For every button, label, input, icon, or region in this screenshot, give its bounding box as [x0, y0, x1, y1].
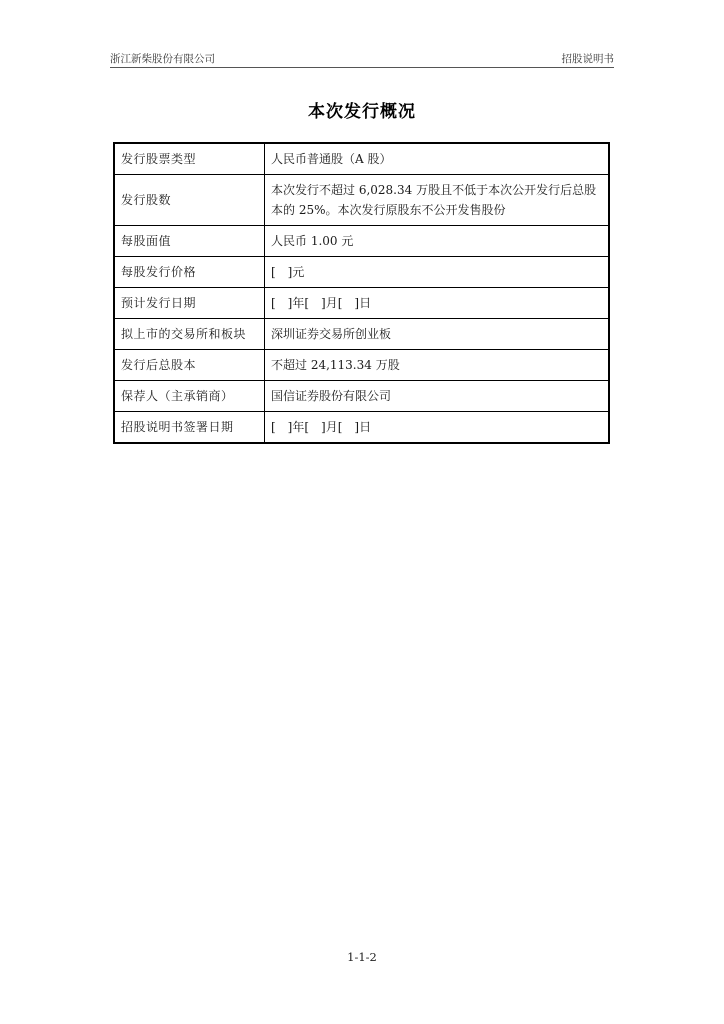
header-company-name: 浙江新柴股份有限公司 — [110, 53, 215, 65]
row-label: 发行后总股本 — [114, 350, 265, 381]
row-label: 每股发行价格 — [114, 257, 265, 288]
row-label: 保荐人（主承销商） — [114, 381, 265, 412]
table-row — [114, 412, 609, 444]
row-label: 拟上市的交易所和板块 — [114, 319, 265, 350]
row-value: 人民币 1.00 元 — [265, 226, 610, 257]
table-row — [114, 226, 609, 257]
table-row — [114, 350, 609, 381]
row-label: 每股面值 — [114, 226, 265, 257]
table-row — [114, 175, 609, 226]
row-value: 人民币普通股（A 股） — [265, 143, 610, 175]
table-row — [114, 381, 609, 412]
row-value: 深圳证券交易所创业板 — [265, 319, 610, 350]
page-header — [110, 52, 614, 66]
row-label: 招股说明书签署日期 — [114, 412, 265, 444]
table-row — [114, 143, 609, 175]
header-divider — [110, 67, 614, 68]
row-label: 预计发行日期 — [114, 288, 265, 319]
row-value: [ ]年[ ]月[ ]日 — [265, 412, 610, 444]
row-label: 发行股数 — [114, 175, 265, 226]
table-row — [114, 257, 609, 288]
offering-overview-table — [113, 142, 610, 444]
table-row — [114, 319, 609, 350]
row-value: 本次发行不超过 6,028.34 万股且不低于本次公开发行后总股本的 25%。本次发行原股东不公开发售股份 — [265, 175, 610, 226]
table-row — [114, 288, 609, 319]
row-value: 不超过 24,113.34 万股 — [265, 350, 610, 381]
row-value: [ ]元 — [265, 257, 610, 288]
header-document-type: 招股说明书 — [561, 53, 614, 65]
page-number: 1-1-2 — [347, 950, 377, 964]
row-value: 国信证券股份有限公司 — [265, 381, 610, 412]
page-title: 本次发行概况 — [308, 102, 416, 122]
row-value: [ ]年[ ]月[ ]日 — [265, 288, 610, 319]
row-label: 发行股票类型 — [114, 143, 265, 175]
